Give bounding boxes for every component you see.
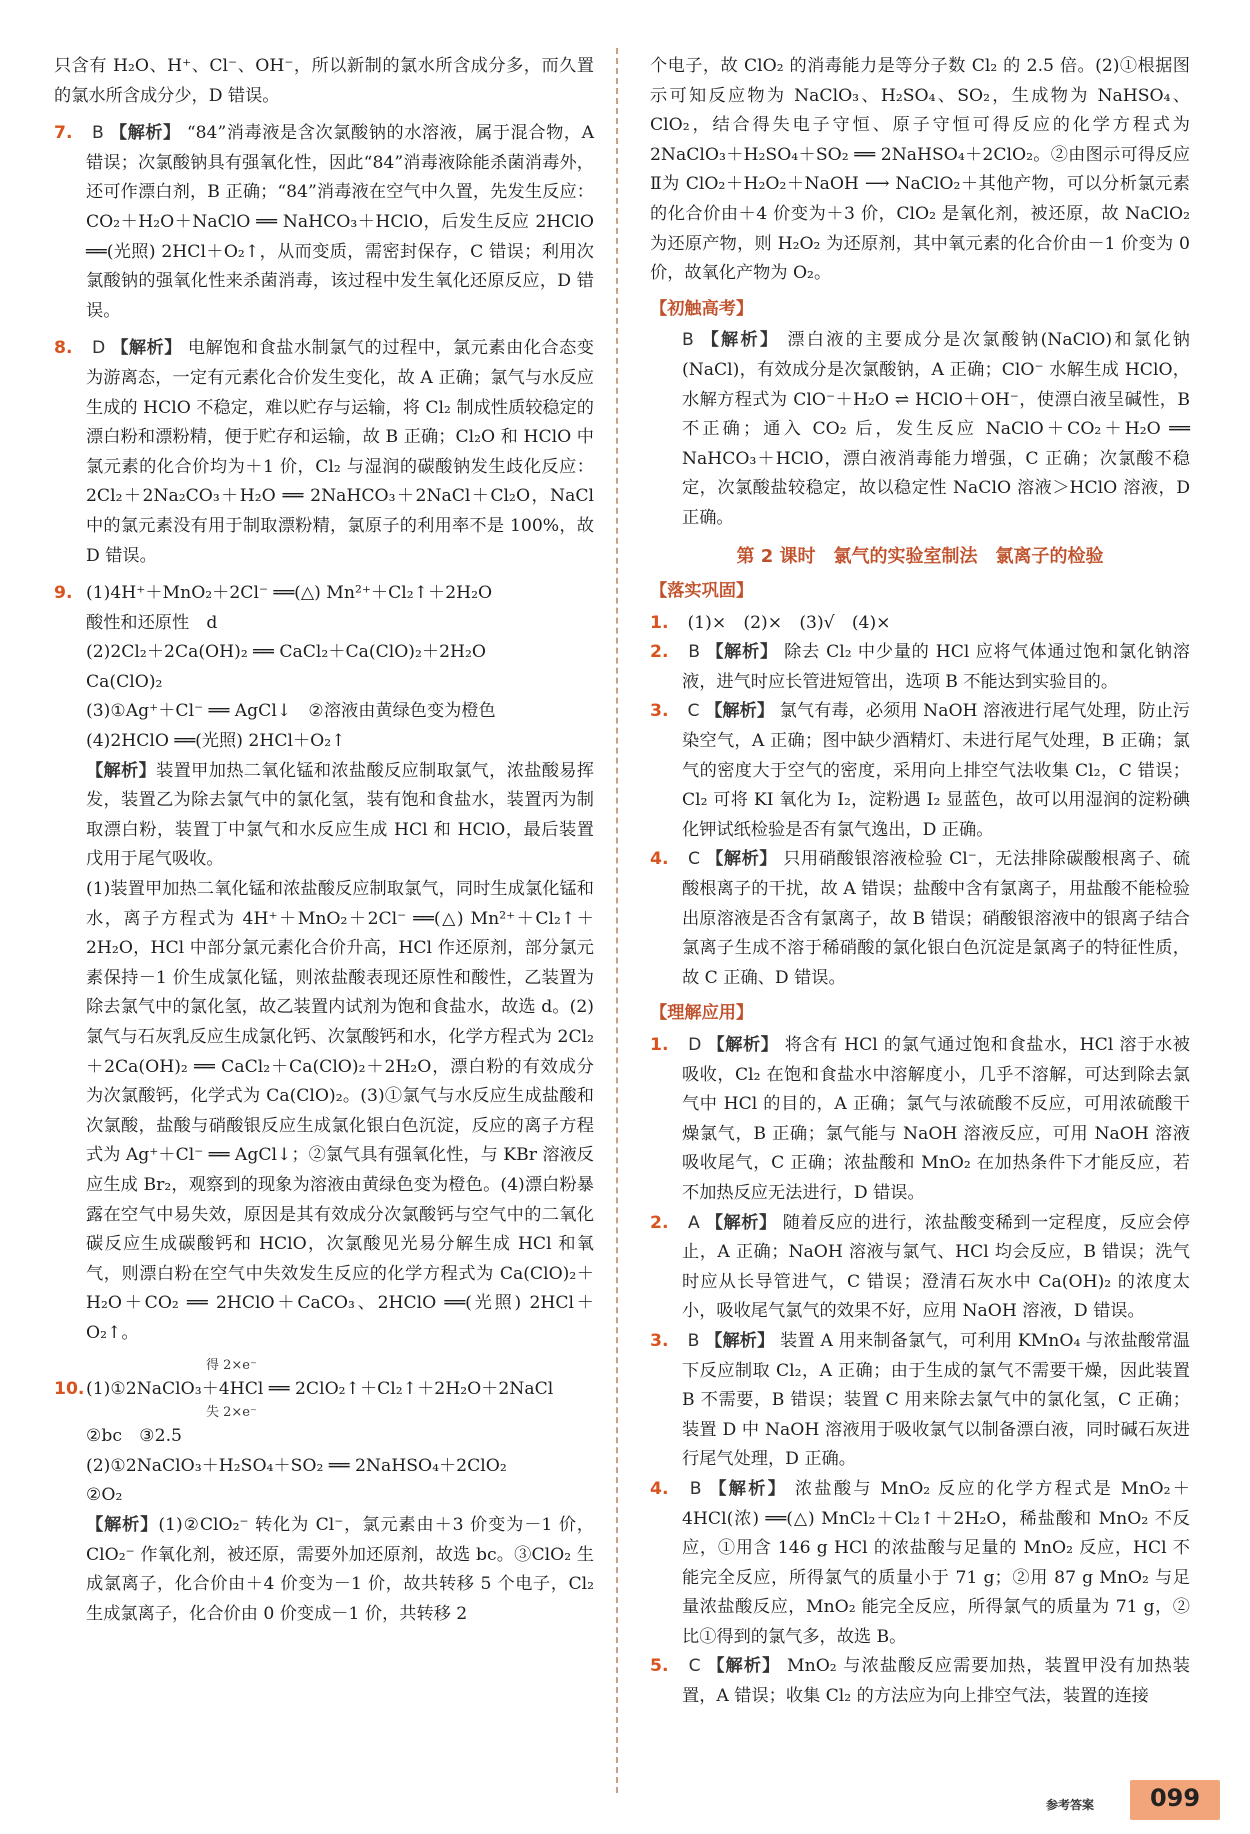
- answer-line: ②bc ③2.5: [86, 1426, 182, 1447]
- analysis-tag: 【解析】: [707, 1656, 781, 1677]
- answer-letter: B: [92, 123, 104, 144]
- analysis-tag: 【解析】: [705, 701, 775, 722]
- analysis-text: 只用硝酸银溶液检验 Cl⁻，无法排除碳酸根离子、硫酸根离子的干扰，故 A 错误；盐酸中含有氯离子，用盐酸不能检验出原溶液是否含有氯离子，故 B 错误；硝酸银溶液中的银离子结合氯离子生成不溶于稀硝酸的氯化银白色沉淀是氯离子的特征性质，故 C 正确、D 错误。: [682, 849, 1191, 988]
- question-8: [54, 334, 594, 571]
- intro-text: 只含有 H₂O、H⁺、Cl⁻、OH⁻，所以新制的氯水所含成分多，而久置的氯水所含成分少，D 错误。: [54, 56, 594, 106]
- electron-loss-label: 失 2×e⁻: [206, 1405, 257, 1421]
- analysis-text: 装置甲加热二氧化锰和浓盐酸反应制取氯气，浓盐酸易挥发，装置乙为除去氯气中的氯化氢，装有饱和食盐水，装置丙为制取漂白粉，装置丁中氯气和水反应生成 HCl 和 HClO，最后装置戊用于尾气吸收。: [86, 760, 594, 870]
- section-heading-gaokao: 【初触高考】: [650, 298, 754, 319]
- question-number: 10.: [54, 1378, 85, 1399]
- list-item: [650, 609, 1190, 639]
- left-column: [54, 52, 594, 1629]
- analysis-tag: 【解析】: [706, 642, 778, 663]
- continued-text: 个电子，故 ClO₂ 的消毒能力是等分子数 Cl₂ 的 2.5 倍。(2)①根据图示可知反应物为 NaClO₃、H₂SO₄、SO₂，生成物为 NaHSO₄、ClO₂，结合得失电子守恒、原子守恒可得反应的化学方程式为 2NaClO₃＋H₂SO₄＋SO₂ ══ 2NaHSO₄＋2ClO₂。②由图示可得反应Ⅱ为 ClO₂＋H₂O₂＋NaOH ⟶ NaClO₂＋其他产物，可以分析氯元素的化合价由＋4 价变为＋3 价，ClO₂ 是氧化剂，被还原，故 NaClO₂ 为还原产物，则 H₂O₂ 为还原剂，其中氧元素的化合价由－1 价变为 0 价，故氧化产物为 O₂。: [650, 56, 1190, 284]
- answer-letter: D: [91, 338, 106, 359]
- question-number: 4.: [650, 849, 669, 870]
- answer-line: (3)①Ag⁺＋Cl⁻ ══ AgCl↓ ②溶液由黄绿色变为橙色: [86, 701, 496, 722]
- question-number: 7.: [54, 123, 73, 144]
- answer-letter: B: [687, 1330, 700, 1351]
- answer-line: (2)①2NaClO₃＋H₂SO₄＋SO₂ ══ 2NaHSO₄＋2ClO₂: [86, 1455, 507, 1476]
- list-item: [650, 1031, 1190, 1209]
- question-number: 2.: [650, 642, 669, 663]
- question-number: 1.: [650, 612, 669, 633]
- analysis-tag: 【解析】: [86, 760, 157, 781]
- analysis-text: “84”消毒液是含次氯酸钠的水溶液，属于混合物，A 错误；次氯酸钠具有强氧化性，因此“84”消毒液除能杀菌消毒外，还可作漂白剂，B 正确；“84”消毒液在空气中久置，先发生反应：CO₂＋H₂O＋NaClO ══ NaHCO₃＋HClO，后发生反应 2HClO ══(光照) 2HCl＋O₂↑，从而变质，需密封保存，C 错误；利用次氯酸钠的强氧化性来杀菌消毒，该过程中发生氧化还原反应，D 错误。: [86, 123, 594, 321]
- analysis-text: 除去 Cl₂ 中少量的 HCl 应将气体通过饱和氯化钠溶液，进气时应长管进短管出，选项 B 不能达到实验目的。: [682, 642, 1190, 692]
- answer-line: (1)4H⁺＋MnO₂＋2Cl⁻ ══(△) Mn²⁺＋Cl₂↑＋2H₂O: [86, 583, 493, 604]
- page-number-box: [1130, 1780, 1220, 1820]
- answer-letter: D: [688, 1035, 702, 1055]
- right-column: [650, 52, 1190, 1712]
- electron-gain-label: 得 2×e⁻: [206, 1357, 257, 1373]
- answer-line: Ca(ClO)₂: [86, 671, 163, 692]
- analysis-text: 浓盐酸与 MnO₂ 反应的化学方程式是 MnO₂＋4HCl(浓) ══(△) MnCl₂＋Cl₂↑＋2H₂O，稀盐酸和 MnO₂ 不反应，①用含 146 g HCl 的浓盐酸与足量的 MnO₂ 反应，HCl 不能完全反应，所得氯气的质量小于 71 g；②用 87 g MnO₂ 与足量浓盐酸反应，MnO₂ 能完全反应，所得氯气的质量为 71 g，②比①得到的氯气多，故选 B。: [682, 1478, 1190, 1647]
- answer-line: (1)× (2)× (3)√ (4)×: [687, 612, 891, 633]
- question-number: 3.: [650, 701, 669, 722]
- analysis-text: 随着反应的进行，浓盐酸变稀到一定程度，反应会停止，A 正确；NaOH 溶液与氯气、HCl 均会反应，B 错误；洗气时应从长导管进气，C 错误；澄清石灰水中 Ca(OH)₂ 的浓度太小，吸收尾气氯气的效果不好，应用 NaOH 溶液，D 错误。: [682, 1212, 1190, 1322]
- analysis-text: 漂白液的主要成分是次氯酸钠(NaClO)和氯化钠(NaCl)，有效成分是次氯酸钠，A 正确；ClO⁻ 水解生成 HClO，水解方程式为 ClO⁻＋H₂O ⇌ HClO＋OH⁻，使漂白液呈碱性，B 不正确；通入 CO₂ 后，发生反应 NaClO＋CO₂＋H₂O ══ NaHCO₃＋HClO，漂白液消毒能力增强，C 正确；次氯酸不稳定，次氯酸盐较稳定，故以稳定性 NaClO 溶液＞HClO 溶液，D 正确。: [682, 330, 1190, 528]
- analysis-text: MnO₂ 与浓盐酸反应需要加热，装置甲没有加热装置，A 错误；收集 Cl₂ 的方法应为向上排空气法，装置的连接: [682, 1656, 1190, 1707]
- analysis-tag: 【解析】: [705, 1330, 775, 1351]
- footer-label: 参考答案: [1046, 1798, 1095, 1812]
- section-heading-apply: 【理解应用】: [650, 1003, 754, 1024]
- question-number: 3.: [650, 1330, 669, 1351]
- analysis-text: 装置 A 用来制备氯气，可利用 KMnO₄ 与浓盐酸常温下反应制取 Cl₂，A 正确；由于生成的氯气不需要干燥，因此装置 B 不需要，B 错误；装置 C 用来除去氯气中的氯化氢，C 正确；装置 D 中 NaOH 溶液用于吸收氯气以制备漂白液，同时碱石灰进行尾气处理，D 正确。: [682, 1330, 1190, 1470]
- analysis-text: 氯气有毒，必须用 NaOH 溶液进行尾气处理，防止污染空气，A 正确；图中缺少酒精灯、未进行尾气处理，B 正确；氯气的密度大于空气的密度，采用向上排空气法收集 Cl₂，C 错误；Cl₂ 可将 KI 氧化为 I₂，淀粉遇 I₂ 显蓝色，故可以用湿润的淀粉碘化钾试纸检验是否有氯气逸出，D 正确。: [682, 701, 1190, 840]
- analysis-tag: 【解析】: [86, 1514, 159, 1535]
- analysis-tag: 【解析】: [707, 1035, 779, 1055]
- list-item: [650, 1209, 1190, 1327]
- analysis-text: 将含有 HCl 的氯气通过饱和食盐水，HCl 溶于水被吸收，Cl₂ 在饱和食盐水中溶解度小，几乎不溶解，可达到除去氯气中 HCl 的目的，A 正确；氯气与浓硫酸不反应，可用浓硫酸干燥氯气，B 正确；氯气能与 NaOH 溶液反应，可用 NaOH 溶液吸收尾气，C 正确；浓盐酸和 MnO₂ 在加热条件下才能反应，若不加热反应无法进行，D 错误。: [682, 1035, 1190, 1203]
- question-9: [54, 579, 594, 1348]
- answer-letter: C: [688, 1656, 701, 1677]
- analysis-tag: 【解析】: [705, 1212, 777, 1233]
- answer-letter: C: [688, 849, 701, 870]
- list-item: [650, 697, 1190, 845]
- list-item: [650, 1327, 1190, 1475]
- analysis-tag: 【解析】: [111, 338, 182, 359]
- question-number: 2.: [650, 1212, 669, 1233]
- answer-line: (1)①2NaClO₃＋4HCl ══ 2ClO₂↑＋Cl₂↑＋2H₂O＋2NaCl: [86, 1378, 554, 1399]
- question-10: [54, 1357, 594, 1630]
- answer-letter: B: [688, 642, 700, 663]
- question-number: 9.: [54, 583, 73, 604]
- answer-line: ②O₂: [86, 1485, 123, 1506]
- page-number: 099: [1149, 1784, 1201, 1812]
- answer-letter: B: [682, 330, 694, 351]
- analysis-text: (1)装置甲加热二氧化锰和浓盐酸反应制取氯气，同时生成氯化锰和水，离子方程式为 4H⁺＋MnO₂＋2Cl⁻ ══(△) Mn²⁺＋Cl₂↑＋2H₂O，HCl 中部分氯元素化合价升高，HCl 作还原剂，部分氯元素保持－1 价生成氯化锰，则浓盐酸表现还原性和酸性，乙装置为除去氯气中的氯化氢，故乙装置内试剂为饱和食盐水，故选 d。(2)氯气与石灰乳反应生成氯化钙、次氯酸钙和水，化学方程式为 2Cl₂＋2Ca(OH)₂ ══ CaCl₂＋Ca(ClO)₂＋2H₂O，漂白粉的有效成分为次氯酸钙，化学式为 Ca(ClO)₂。(3)①氯气与水反应生成盐酸和次氯酸，盐酸与硝酸银反应生成氯化银白色沉淀，反应的离子方程式为 Ag⁺＋Cl⁻ ══ AgCl↓；②氯气具有强氧化性，与 KBr 溶液反应生成 Br₂，观察到的现象为溶液由黄绿色变为橙色。(4)漂白粉暴露在空气中易失效，原因是其有效成分次氯酸钙与空气中的二氧化碳反应生成碳酸钙和 HClO，次氯酸见光易分解生成 HCl 和氧气，则漂白粉在空气中失效发生反应的化学方程式为 Ca(ClO)₂＋H₂O＋CO₂ ══ 2HClO＋CaCO₃、2HClO ══(光照) 2HCl＋O₂↑。: [86, 879, 594, 1343]
- list-item: [650, 638, 1190, 697]
- lesson-title: 第 2 课时 氯气的实验室制法 氯离子的检验: [736, 545, 1104, 567]
- analysis-tag: 【解析】: [706, 849, 778, 870]
- gaokao-item: [650, 326, 1190, 533]
- list-item: [650, 1652, 1190, 1711]
- question-number: 8.: [54, 338, 73, 359]
- analysis-text: (1)②ClO₂⁻ 转化为 Cl⁻，氯元素由＋3 价变为－1 价，ClO₂⁻ 作氧化剂，被还原，需要外加还原剂，故选 bc。③ClO₂ 生成氯离子，化合价由＋4 价变为－1 价，故共转移 5 个电子，Cl₂ 生成氯离子，化合价由 0 价变成－1 价，共转移 2: [86, 1514, 594, 1624]
- list-item: [650, 1475, 1190, 1653]
- analysis-text: 电解饱和食盐水制氯气的过程中，氯元素由化合态变为游离态，一定有元素化合价发生变化，故 A 正确；氯气与水反应生成的 HClO 不稳定，难以贮存与运输，将 Cl₂ 制成性质较稳定的漂白粉和漂粉精，便于贮存和运输，故 B 正确；Cl₂O 和 HClO 中氯元素的化合价均为＋1 价，Cl₂ 与湿润的碳酸钠发生歧化反应：2Cl₂＋2Na₂CO₃＋H₂O ══ 2NaHCO₃＋2NaCl＋Cl₂O，NaCl 中的氯元素没有用于制取漂粉精，氯原子的利用率不是 100%，故 D 错误。: [86, 338, 594, 566]
- analysis-tag: 【解析】: [709, 1478, 788, 1499]
- answer-line: (2)2Cl₂＋2Ca(OH)₂ ══ CaCl₂＋Ca(ClO)₂＋2H₂O: [86, 642, 486, 663]
- list-item: [650, 845, 1190, 993]
- analysis-tag: 【解析】: [701, 330, 780, 351]
- answer-letter: A: [688, 1212, 700, 1233]
- question-number: 5.: [650, 1656, 669, 1677]
- answer-line: (4)2HClO ══(光照) 2HCl＋O₂↑: [86, 731, 346, 752]
- answer-letter: C: [687, 701, 700, 722]
- section-heading-consolidate: 【落实巩固】: [650, 581, 754, 602]
- answer-letter: B: [689, 1478, 702, 1499]
- question-7: [54, 119, 594, 326]
- question-number: 1.: [650, 1035, 669, 1055]
- column-divider: [616, 48, 618, 1793]
- answer-line: 酸性和还原性 d: [86, 612, 218, 633]
- analysis-tag: 【解析】: [109, 123, 181, 144]
- question-number: 4.: [650, 1478, 669, 1499]
